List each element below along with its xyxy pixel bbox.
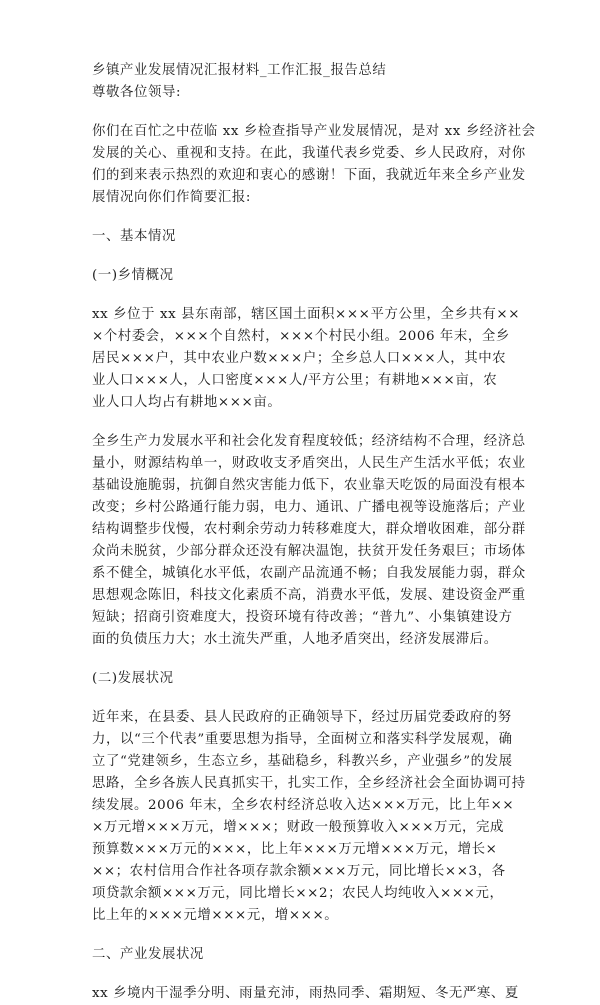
overview-line: 业人口人均占有耕地×××亩。 xyxy=(92,395,282,410)
overview-line: xx 乡位于 xx 县东南部，辖区国土面积×××平方公里，全乡共有×× xyxy=(92,307,521,322)
intro-paragraph xyxy=(92,121,536,209)
productivity-line: 量小，财源结构单一，财政收支矛盾突出，人民生产生活水平低；农业 xyxy=(92,456,526,471)
productivity-line: 众尚未脱贫，少部分群众还没有解决温饱，扶贫开发任务艰巨；市场体 xyxy=(92,544,526,559)
overview-line: ×个村委会，×××个自然村，×××个村民小组。2006 年末，全乡 xyxy=(92,329,510,344)
development-line: ××；农村信用合作社各项存款余额×××万元，同比增长××3，各 xyxy=(92,864,506,879)
productivity-line: 全乡生产力发展水平和社会化发育程度较低；经济结构不合理，经济总 xyxy=(92,434,526,449)
intro-line: 发展的关心、重视和支持。在此，我谨代表乡党委、乡人民政府，对你 xyxy=(92,146,526,161)
productivity-line: 系不健全，城镇化水平低，农副产品流通不畅；自我发展能力弱，群众 xyxy=(92,566,526,581)
productivity-paragraph xyxy=(92,431,526,651)
section-heading-industry: 二、产业发展状况 xyxy=(92,947,204,962)
productivity-line: 结构调整步伐慢，农村剩余劳动力转移难度大，群众增收困难，部分群 xyxy=(92,522,526,537)
productivity-line: 面的负债压力大；水土流失严重，人地矛盾突出，经济发展滞后。 xyxy=(92,632,498,647)
development-line: ×万元增×××万元，增×××；财政一般预算收入×××万元，完成 xyxy=(92,820,504,835)
development-line: 比上年的×××元增×××元，增×××。 xyxy=(92,908,339,923)
development-line: 近年来，在县委、县人民政府的正确领导下，经过历届党委政府的努 xyxy=(92,710,512,725)
subsection-heading-development: (二)发展状况 xyxy=(92,671,174,686)
salutation: 尊敬各位领导: xyxy=(92,85,182,100)
development-line: 立了“党建领乡，生态立乡，基础稳乡，科教兴乡，产业强乡”的发展 xyxy=(92,754,513,769)
development-line: 力，以“三个代表”重要思想为指导，全面树立和落实科学发展观，确 xyxy=(92,732,513,747)
industry-paragraph xyxy=(92,983,519,1005)
document-page xyxy=(92,60,536,1005)
section-heading-basic: 一、基本情况 xyxy=(92,229,176,244)
intro-line: 你们在百忙之中莅临 xx 乡检查指导产业发展情况，是对 xx 乡经济社会 xyxy=(92,124,536,139)
intro-line: 们的到来表示热烈的欢迎和衷心的感谢！下面，我就近年来全乡产业发 xyxy=(92,168,526,183)
document-title: 乡镇产业发展情况汇报材料_工作汇报_报告总结 xyxy=(92,63,387,78)
productivity-line: 思想观念陈旧，科技文化素质不高，消费水平低，发展、建设资金严重 xyxy=(92,588,526,603)
productivity-line: 改变；乡村公路通行能力弱，电力、通讯、广播电视等设施落后；产业 xyxy=(92,500,526,515)
development-paragraph xyxy=(92,707,526,927)
overview-paragraph xyxy=(92,304,521,414)
overview-line: 居民×××户，其中农业户数×××户；全乡总人口×××人，其中农 xyxy=(92,351,507,366)
development-line: 项贷款余额×××万元，同比增长××2；农民人均纯收入×××元， xyxy=(92,886,504,901)
development-line: 预算数×××万元的×××，比上年×××万元增×××万元，增长× xyxy=(92,842,498,857)
productivity-line: 基础设施脆弱，抗御自然灾害能力低下，农业靠天吃饭的局面没有根本 xyxy=(92,478,526,493)
subsection-heading-overview: (一)乡情概况 xyxy=(92,268,174,283)
industry-line: xx 乡境内干湿季分明、雨量充沛，雨热同季、霜期短、冬无严寒、夏 xyxy=(92,986,519,1001)
development-line: 思路，全乡各族人民真抓实干，扎实工作，全乡经济社会全面协调可持 xyxy=(92,776,526,791)
intro-line: 展情况向你们作简要汇报: xyxy=(92,190,252,205)
productivity-line: 短缺；招商引资难度大，投资环境有待改善；“普九”、小集镇建设方 xyxy=(92,610,513,625)
development-line: 续发展。2006 年末，全乡农村经济总收入达×××万元，比上年×× xyxy=(92,798,515,813)
overview-line: 业人口×××人，人口密度×××人/平方公里；有耕地×××亩，农 xyxy=(92,373,498,388)
